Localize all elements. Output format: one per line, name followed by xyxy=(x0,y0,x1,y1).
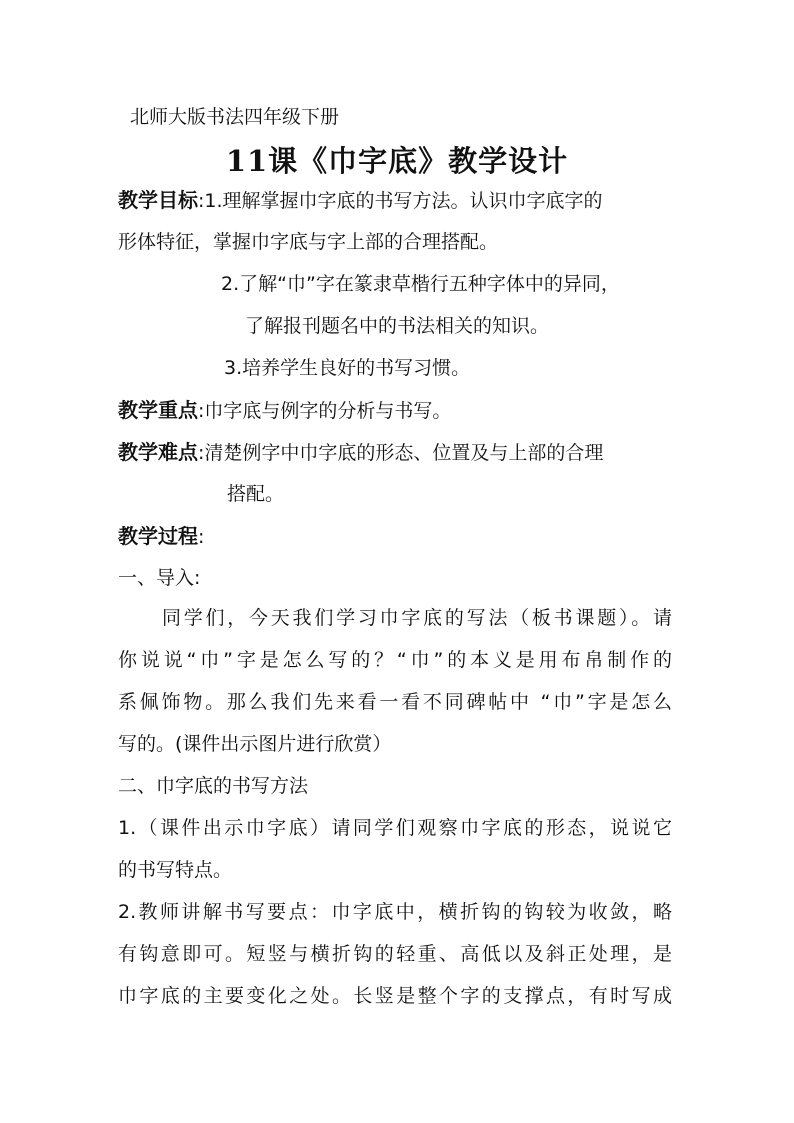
keypoint-line xyxy=(118,397,451,424)
goals-line-2: 形体特征，掌握巾字底与字上部的合理搭配。 xyxy=(118,231,499,253)
keypoint-label: 教学重点 xyxy=(118,398,198,422)
section1-para-line-1: 同学们，今天我们学习巾字底的写法（板书课题）。请 xyxy=(162,607,672,629)
goals-colon: : xyxy=(198,190,205,212)
section2-heading: 二、巾字底的书写方法 xyxy=(118,775,309,797)
section2-item1-line-1: 1.（课件出示巾字底）请同学们观察巾字底的形态，说说它 xyxy=(118,817,672,839)
process-line xyxy=(118,523,204,550)
goals-line-4: 了解报刊题名中的书法相关的知识。 xyxy=(245,315,550,337)
section2-item2-line-1: 2.教师讲解书写要点：巾字底中，横折钩的钩较为收敛，略 xyxy=(118,901,672,923)
goals-line-5: 3.培养学生良好的书写习惯。 xyxy=(224,357,471,379)
goals-text-1: 1.理解掌握巾字底的书写方法。认识巾字底字的 xyxy=(204,190,603,212)
difficulty-text: :清楚例字中巾字底的形态、位置及与上部的合理 xyxy=(198,442,604,464)
goals-label: 教学目标 xyxy=(118,188,198,212)
page-title: 11课《巾字底》教学设计 xyxy=(225,144,569,178)
goals-line-1 xyxy=(118,187,603,214)
series-label: 北师大版书法四年级下册 xyxy=(130,106,340,128)
section2-item2-line-2: 有钩意即可。短竖与横折钩的轻重、高低以及斜正处理，是 xyxy=(118,943,672,965)
section1-para-line-2: 你说说“巾”字是怎么写的？“巾”的本义是用布帛制作的 xyxy=(118,649,672,671)
section2-item1-line-2: 的书写特点。 xyxy=(118,859,233,881)
section1-para-line-3: 系佩饰物。那么我们先来看一看不同碑帖中 “巾”字是怎么 xyxy=(118,691,672,713)
difficulty-line-1 xyxy=(118,439,603,466)
section1-para-line-4: 写的。(课件出示图片进行欣赏） xyxy=(118,733,392,755)
process-label: 教学过程 xyxy=(118,524,198,548)
difficulty-label: 教学难点 xyxy=(118,440,198,464)
difficulty-line-2: 搭配。 xyxy=(227,483,285,505)
section1-heading: 一、导入: xyxy=(118,567,201,589)
goals-line-3: 2.了解“巾”字在篆隶草楷行五种字体中的异同， xyxy=(221,273,620,295)
process-colon: : xyxy=(198,526,205,548)
section2-item2-line-3: 巾字底的主要变化之处。长竖是整个字的支撑点，有时写成 xyxy=(118,985,672,1007)
keypoint-text: :巾字底与例字的分析与书写。 xyxy=(198,400,452,422)
